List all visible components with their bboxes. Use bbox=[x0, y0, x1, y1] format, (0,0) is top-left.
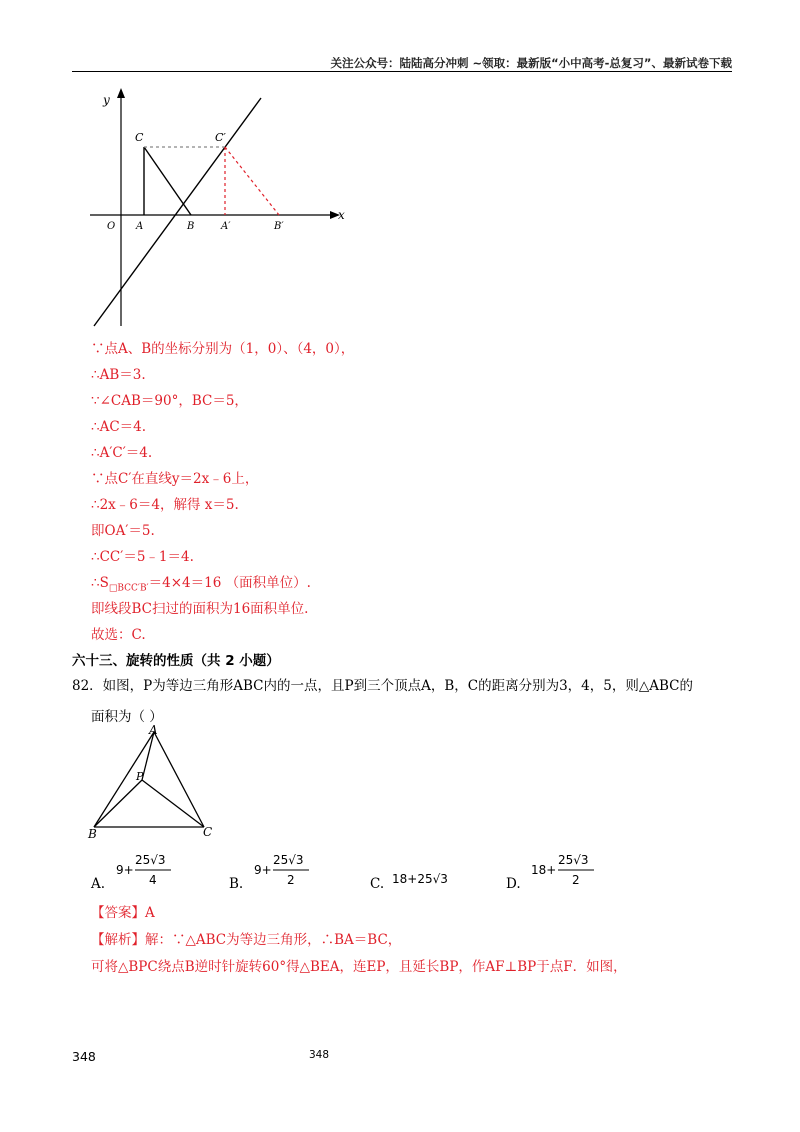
option-d-expression bbox=[528, 852, 608, 892]
line-y-2x-6 bbox=[94, 98, 261, 326]
segment-CB bbox=[144, 147, 191, 215]
option-b-int: 9+ bbox=[254, 863, 272, 877]
page-number-center: 348 bbox=[309, 1049, 330, 1061]
segment-C2B2 bbox=[225, 147, 279, 215]
option-d-num: 25√3 bbox=[558, 853, 589, 867]
option-a-den: 4 bbox=[149, 873, 157, 887]
solution-line-3: ∵∠CAB＝90°，BC＝5， bbox=[91, 393, 248, 409]
explanation-line-1: 【解析】解：∵△ABC为等边三角形，∴BA＝BC， bbox=[91, 932, 402, 948]
option-b-num: 25√3 bbox=[273, 853, 304, 867]
solution-line-11: 即线段BC扫过的面积为16面积单位. bbox=[91, 601, 309, 617]
option-a-expression bbox=[113, 852, 183, 892]
solution-line-7: ∴2x﹣6＝4，解得 x＝5. bbox=[91, 497, 239, 513]
option-c-expression: 18+25√3 bbox=[392, 872, 448, 886]
option-c-letter: C. bbox=[370, 876, 385, 892]
triangle-figure bbox=[86, 722, 226, 842]
solution-line-10 bbox=[91, 574, 311, 598]
segment-PA bbox=[142, 732, 154, 780]
label-x: x bbox=[338, 208, 345, 222]
option-b-den: 2 bbox=[287, 873, 295, 887]
label-origin: O bbox=[107, 221, 116, 232]
question-line-2: 面积为（ ） bbox=[91, 709, 163, 725]
solution-line-6: ∵点C′在直线y＝2x﹣6上， bbox=[91, 471, 259, 487]
side-AC bbox=[154, 732, 204, 827]
solution-line-12: 故选：C. bbox=[91, 627, 146, 643]
segment-PC bbox=[142, 780, 204, 827]
label-y: y bbox=[103, 93, 110, 107]
label-B-prime: B′ bbox=[274, 221, 284, 232]
explanation-line-2: 可将△BPC绕点B逆时针旋转60°得△BEA，连EP，且延长BP，作AF⊥BP于点F．如图， bbox=[91, 959, 627, 975]
page-number-left: 348 bbox=[72, 1049, 96, 1064]
solution-line-9: ∴CC′＝5﹣1＝4. bbox=[91, 549, 194, 565]
solution-line-1: ∵点A、B的坐标分别为（1，0）、（4，0）， bbox=[91, 341, 355, 357]
option-d-den: 2 bbox=[572, 873, 580, 887]
answer: 【答案】A bbox=[91, 905, 155, 921]
label-B: B bbox=[187, 221, 195, 232]
section-title: 六十三、旋转的性质（共 2 小题） bbox=[72, 653, 280, 669]
option-a-int: 9+ bbox=[116, 863, 134, 877]
option-b-letter: B. bbox=[229, 876, 244, 892]
label-P: P bbox=[136, 770, 144, 783]
option-b-expression bbox=[251, 852, 321, 892]
side-AB bbox=[94, 732, 154, 827]
area-value: ＝4×4＝16 （面积单位）. bbox=[148, 575, 311, 591]
label-A: A bbox=[136, 221, 144, 232]
solution-line-2: ∴AB＝3. bbox=[91, 367, 146, 383]
label-B: B bbox=[88, 827, 97, 841]
label-C: C bbox=[203, 825, 213, 839]
area-symbol: ∴S bbox=[91, 575, 109, 591]
page-header: 关注公众号：陆陆高分冲刺 ~领取：最新版“小中高考-总复习”、最新试卷下载 bbox=[330, 56, 732, 70]
area-subscript: □BCC′B′ bbox=[108, 583, 149, 594]
header-rule bbox=[72, 71, 732, 72]
solution-line-4: ∴AC＝4. bbox=[91, 419, 147, 435]
option-d-letter: D. bbox=[506, 876, 521, 892]
solution-line-8: 即OA′＝5. bbox=[91, 523, 155, 539]
option-d-int: 18+ bbox=[531, 863, 557, 877]
option-a-num: 25√3 bbox=[135, 853, 166, 867]
option-a-letter: A. bbox=[91, 876, 106, 892]
label-A-prime: A′ bbox=[221, 221, 231, 232]
y-axis-arrow bbox=[117, 88, 125, 98]
segment-PB bbox=[94, 780, 142, 827]
label-A: A bbox=[149, 723, 158, 737]
coordinate-figure bbox=[80, 86, 350, 331]
solution-line-5: ∴A′C′＝4. bbox=[91, 445, 153, 461]
question-line-1: 82．如图，P为等边三角形ABC内的一点，且P到三个顶点A，B，C的距离分别为3，4，5，则△ABC的 bbox=[72, 678, 693, 694]
label-C: C bbox=[135, 131, 144, 144]
label-C-prime: C′ bbox=[215, 131, 226, 144]
